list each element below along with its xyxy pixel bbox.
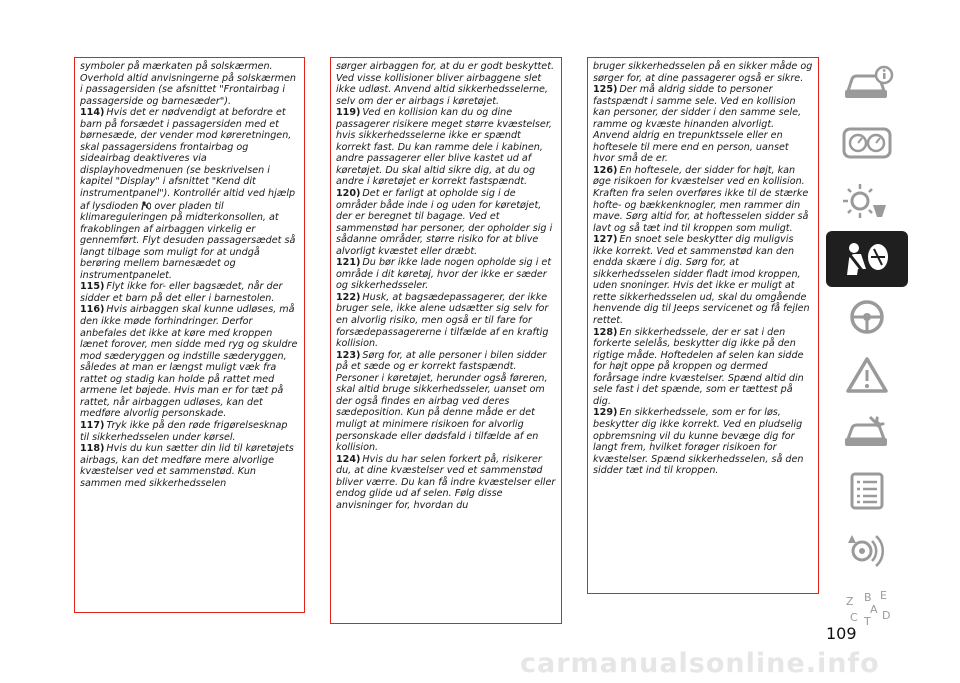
specs-list-icon [840, 471, 894, 511]
tab-specs[interactable] [826, 463, 908, 519]
index-letter: A [870, 603, 878, 616]
index-letter: Z [846, 595, 854, 608]
watermark: carmanualsonline.info [520, 648, 880, 679]
page-number: 109 [826, 624, 857, 643]
tab-steering[interactable] [826, 289, 908, 345]
multimedia-icon [840, 529, 894, 569]
note-127 [593, 234, 813, 326]
note-124 [336, 454, 556, 512]
tab-multimedia[interactable] [826, 521, 908, 577]
text-column-1 [74, 57, 305, 613]
car-info-icon [840, 65, 894, 105]
note-122 [336, 292, 556, 350]
note-text: Hvis du har selen forkert på, risikerer du, at dine kvæstelser ved et sammenstød bliver værre. Du kan få indre kvæstelser eller endog glide ud af selen. Følg disse anvisninger for, hvordan du [336, 453, 556, 511]
note-number: 126) [593, 164, 618, 176]
note-123 [336, 350, 556, 454]
note-text: sørger airbaggen for, at du er godt beskyttet. Ved visse kollisioner bliver airbaggene slet ikke udløst. Anvend altid sikkerhedsselerne, selv om der er airbags i køretøjet. [336, 61, 555, 107]
note-number: 118) [80, 443, 105, 455]
note-number: 125) [593, 84, 618, 96]
note-text: En snoet sele beskytter dig muligvis ikke korrekt. Ved et sammenstød kan den endda skære i dig. Sørg for, at sikkerhedsselen sidder fladt imod kroppen, uden snoninger. Hvis det ikke er muligt at rette sikkerhedsselen ud, skal du omgående henvende dig til Jeeps servicenet og få fejlen rettet. [593, 234, 810, 327]
note-121 [336, 257, 556, 292]
note-text: bruger sikkerhedsselen på en sikker måde og sørger for, at dine passagerer også er sikre. [593, 61, 813, 84]
note-114 [80, 107, 299, 281]
note-118 [80, 443, 299, 489]
tab-lights[interactable] [826, 173, 908, 229]
note-text: Ved en kollision kan du og dine passagerer risikere meget større kvæstelser, hvis sikkerhedsselerne ikke er spændt korrekt fast. Du kan ramme dele i kabinen, andre passagerer eller blive kastet ud af køretøjet. Du skal altid sikre dig, at du og andre i køretøjet er korrekt fastspændt. [336, 107, 552, 188]
steering-wheel-icon [840, 297, 894, 337]
note-text: Hvis du kun sætter din lid til køretøjets airbags, kan det medføre mere alvorlige kvæstelser ved et sammenstød. Kun sammen med sikkerhedsselen [80, 443, 294, 489]
note-number: 114) [80, 107, 105, 119]
warning-triangle-icon [840, 355, 894, 395]
note-text: Du bør ikke lade nogen opholde sig i et område i dit køretøj, hvor der ikke er sæder og sikkerhedsseler. [336, 257, 552, 292]
index-letters-icon [840, 587, 894, 627]
text-column-3 [587, 57, 819, 594]
dashboard-icon [840, 123, 894, 163]
safety-airbag-icon [840, 239, 894, 279]
note-128 [593, 327, 813, 408]
note-number: 117) [80, 419, 105, 431]
note-text: Der må aldrig sidde to personer fastspændt i samme sele. Ved en kollision kan personer, der sidder i den samme sele, ramme og kvæste hinanden alvorligt. Anvend aldrig en trepunktssele eller en hoftesele til mere end en person, uanset hvor små de er. [593, 84, 802, 165]
note-number: 115) [80, 281, 105, 293]
note-117 [80, 420, 299, 443]
index-letter: B [864, 591, 872, 604]
note-text: Det er farligt at opholde sig i de områder både inde i og uden for køretøjet, der er beregnet til bagage. Ved et sammenstød har personer, der opholder sig i sådanne områder, større risiko for at blive alvorligt kvæstet eller dræbt. [336, 188, 553, 257]
tab-car-info[interactable] [826, 57, 908, 113]
note-120 [336, 188, 556, 257]
index-letter: E [880, 589, 887, 602]
note-text: Tryk ikke på den røde frigørelsesknap til sikkerhedsselen under kørsel. [80, 419, 288, 443]
note-text: Hvis airbaggen skal kunne udløses, må den ikke møde forhindringer. Derfor anbefales det ikke at køre med kroppen lænet forover, men sidde med ryg og skuldre mod sæderyggen og indstille sæderyggen, således at man er længst muligt væk fra rattet og stadig kan holde på rattet med armene let bøjede. Hvis man er for tæt på rattet, når airbaggen udløses, kan det medføre alvorlig personskade. [80, 304, 298, 420]
note-119 [336, 107, 556, 188]
note-text: En sikkerhedssele, der er sat i den forkerte selelås, beskytter dig ikke på den rigtige måde. Hoftedelen af selen kan sidde for højt oppe på kroppen og dermed forårsage indre kvæstelser. Spænd altid din sele fast i det spænde, som er tættest på dig. [593, 326, 804, 407]
note-text: symboler på mærkaten på solskærmen. Overhold altid anvisningerne på solskærmen i passagersiden (se afsnittet "Frontairbag i passagerside og barnesæder"). [80, 61, 296, 107]
note-text-continued: over pladen til klimareguleringen på midterkonsollen, at frakoblingen af airbaggen virkelig er gennemført. Flyt desuden passagersædet så langt tilbage som muligt for at undgå berøring mellem barnesædet og instrumentpanelet. [80, 200, 296, 281]
tab-warnings[interactable] [826, 347, 908, 403]
note-number: 122) [336, 291, 361, 303]
airbag-off-icon [141, 200, 151, 211]
note-116 [80, 304, 299, 419]
index-letter: C [850, 611, 858, 624]
index-letter: T [864, 615, 871, 627]
note-number: 124) [336, 453, 361, 465]
wrench-car-icon [840, 413, 894, 453]
tab-maintenance[interactable] [826, 405, 908, 461]
note-126 [593, 165, 813, 234]
note-number: 119) [336, 107, 361, 119]
continued-text [80, 61, 299, 107]
note-text: Sørg for, at alle personer i bilen sidder på et sæde og er korrekt fastspændt. Personer i køretøjet, herunder også føreren, skal altid bruge sikkerhedsseler, uanset om der også findes en airbag ved deres sædeposition. Kun på denne måde er det muligt at minimere risikoen for alvorlig personskade eller dødsfald i tilfælde af en kollision. [336, 349, 548, 454]
note-text: Husk, at bagsædepassagerer, der ikke bruger sele, ikke alene udsætter sig selv for en alvorlig risiko, men også er til fare for forsædepassagererne i tilfælde af en kraftig kollision. [336, 291, 549, 350]
note-text: En hoftesele, der sidder for højt, kan øge risikoen for kvæstelser ved en kollision. Kraften fra selen overføres ikke til de stærke hofte- og bækkenknogler, men rammer din mave. Sørg altid for, at hoftesselen sidder så lavt og så tæt ind til kroppen som muligt. [593, 164, 809, 234]
note-text: Hvis det er nødvendigt at befordre et barn på forsædet i passagersiden med et børnesæde, der vender mod køreretningen, skal passagersidens frontairbag og sideairbag deaktiveres via displayhovedmenuen (se beskrivelsen i kapitel "Display" i afsnittet "Kend dit instrumentpanel"). Kontrollér altid ved hjælp af lysdioden [80, 107, 296, 212]
continued-text [593, 61, 813, 84]
note-125 [593, 84, 813, 165]
tab-dashboard[interactable] [826, 115, 908, 171]
note-number: 123) [336, 349, 361, 361]
note-number: 116) [80, 304, 105, 316]
note-text: Flyt ikke for- eller bagsædet, når der sidder et barn på det eller i barnestolen. [80, 281, 283, 304]
note-number: 121) [336, 257, 361, 269]
note-number: 127) [593, 234, 618, 246]
note-129 [593, 407, 813, 476]
tab-safety[interactable] [826, 231, 908, 287]
index-letter: D [882, 609, 891, 622]
note-number: 128) [593, 326, 618, 338]
continued-text [336, 61, 556, 107]
note-115 [80, 281, 299, 304]
note-number: 120) [336, 188, 361, 200]
text-column-2 [330, 57, 562, 624]
note-number: 129) [593, 407, 618, 419]
lights-sun-icon [840, 181, 894, 221]
note-text: En sikkerhedssele, som er for løs, beskytter dig ikke korrekt. Ved en pludselig opbremsning vil du kunne bevæge dig for langt frem, hvilket forøger risikoen for kvæstelser. Spænd sikkerhedsselen, så den sidder tæt ind til kroppen. [593, 407, 804, 477]
